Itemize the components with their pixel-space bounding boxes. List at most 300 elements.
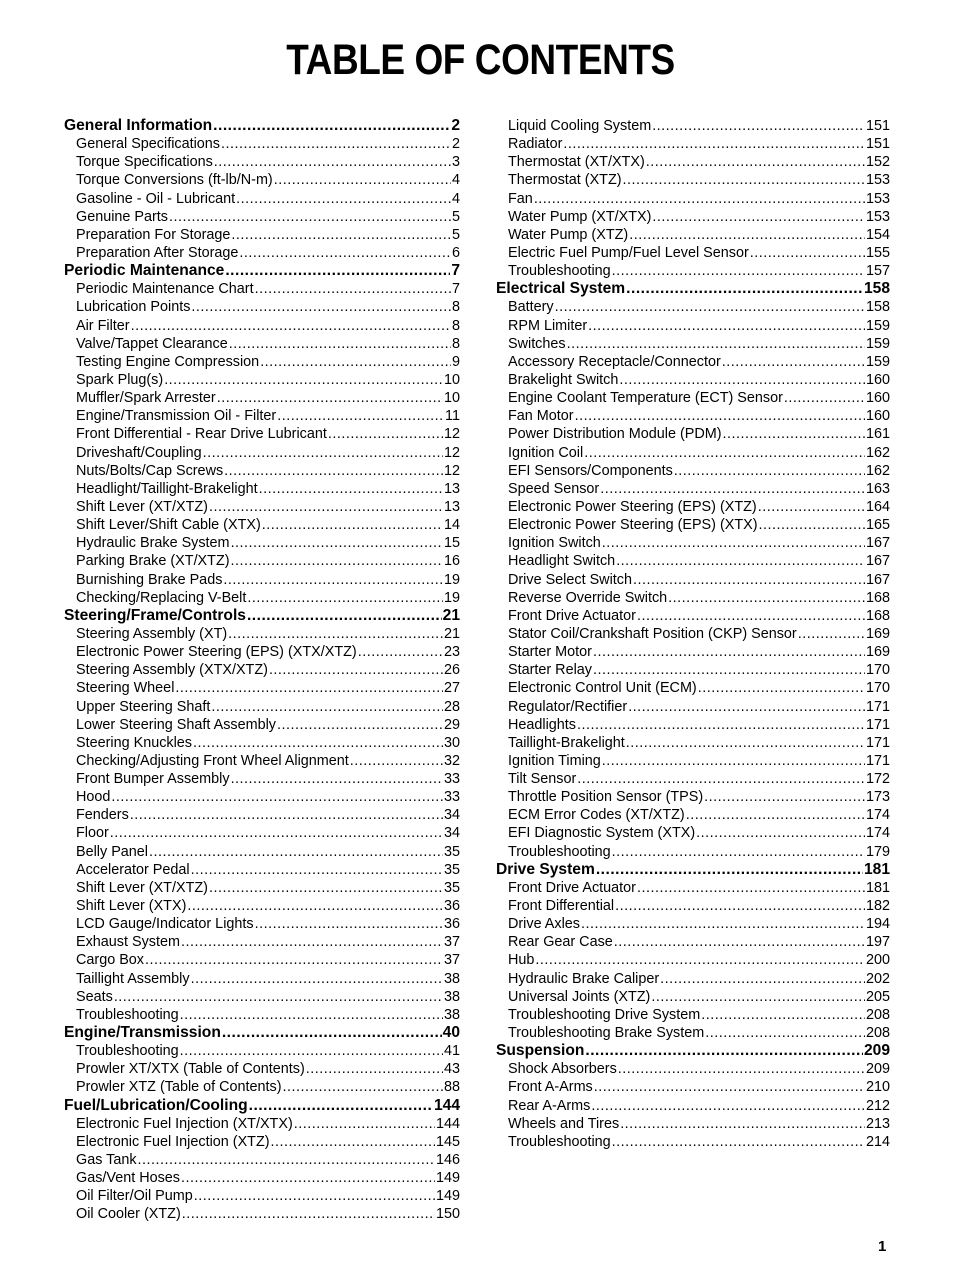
toc-entry[interactable]: [496, 516, 890, 534]
toc-entry[interactable]: [496, 153, 890, 171]
toc-entry-page: 10: [443, 371, 460, 388]
toc-entry-label: Front A-Arms: [508, 1079, 593, 1096]
dot-leader: [575, 407, 865, 425]
dot-leader: [236, 190, 451, 208]
toc-entry[interactable]: [64, 589, 460, 607]
dot-leader: [110, 824, 443, 842]
toc-entry-label: Front Bumper Assembly: [76, 771, 230, 788]
toc-entry-label: Oil Filter/Oil Pump: [76, 1188, 193, 1205]
toc-entry[interactable]: [496, 806, 890, 824]
toc-entry-page: 37: [443, 934, 460, 951]
toc-entry[interactable]: [64, 1133, 460, 1151]
toc-entry[interactable]: [496, 788, 890, 806]
toc-entry[interactable]: [64, 480, 460, 498]
toc-entry[interactable]: [64, 734, 460, 752]
toc-entry-label: ECM Error Codes (XT/XTZ): [508, 807, 685, 824]
toc-entry-page: 8: [451, 317, 460, 334]
dot-leader: [619, 371, 865, 389]
toc-entry[interactable]: [496, 552, 890, 570]
toc-entry-page: 35: [443, 843, 460, 860]
toc-entry[interactable]: [496, 951, 890, 969]
dot-leader: [247, 589, 443, 607]
toc-entry-page: 35: [443, 879, 460, 896]
toc-entry-label: Fan Motor: [508, 408, 574, 425]
dot-leader: [193, 734, 443, 752]
dot-leader: [577, 770, 865, 788]
toc-entry[interactable]: [496, 171, 890, 189]
toc-entry[interactable]: [496, 117, 890, 135]
page-title: TABLE OF CONTENTS: [286, 36, 675, 84]
toc-entry[interactable]: [64, 462, 460, 480]
toc-entry[interactable]: [496, 335, 890, 353]
toc-entry-label: Radiator: [508, 136, 563, 153]
toc-entry-label: Valve/Tappet Clearance: [76, 335, 228, 352]
page-number: 1: [878, 1238, 887, 1255]
toc-entry-page: 200: [865, 952, 890, 969]
toc-entry[interactable]: [64, 1042, 460, 1060]
toc-entry[interactable]: [64, 1115, 460, 1133]
dot-leader: [628, 698, 865, 716]
toc-entry[interactable]: [496, 226, 890, 244]
toc-entry-label: Steering Wheel: [76, 680, 175, 697]
toc-entry[interactable]: [64, 951, 460, 969]
dot-leader: [194, 1187, 435, 1205]
toc-entry[interactable]: [64, 679, 460, 697]
toc-entry-label: Fan: [508, 190, 533, 207]
toc-entry-label: Shift Lever (XT/XTZ): [76, 498, 208, 515]
toc-entry[interactable]: [496, 407, 890, 425]
dot-leader: [209, 498, 443, 516]
toc-entry[interactable]: [64, 298, 460, 316]
toc-entry-label: Electronic Fuel Injection (XTZ): [76, 1133, 270, 1150]
toc-section-entry[interactable]: [64, 262, 460, 280]
toc-entry[interactable]: [64, 824, 460, 842]
toc-entry[interactable]: [496, 371, 890, 389]
toc-entry-label: Burnishing Brake Pads: [76, 571, 223, 588]
dot-leader: [594, 1078, 865, 1096]
toc-entry[interactable]: [496, 135, 890, 153]
toc-entry-page: 6: [451, 244, 460, 261]
toc-entry[interactable]: [64, 389, 460, 407]
toc-entry[interactable]: [496, 298, 890, 316]
toc-entry-page: 161: [865, 426, 890, 443]
toc-entry[interactable]: [496, 915, 890, 933]
toc-entry[interactable]: [64, 970, 460, 988]
toc-entry[interactable]: [64, 1169, 460, 1187]
toc-entry-page: 33: [443, 789, 460, 806]
toc-entry-page: 160: [865, 408, 890, 425]
toc-entry[interactable]: [496, 1078, 890, 1096]
toc-entry[interactable]: [496, 988, 890, 1006]
toc-entry[interactable]: [64, 516, 460, 534]
toc-entry[interactable]: [64, 861, 460, 879]
toc-entry-page: 182: [865, 898, 890, 915]
toc-entry-page: 172: [865, 771, 890, 788]
dot-leader: [271, 1133, 435, 1151]
toc-entry-label: Stator Coil/Crankshaft Position (CKP) Sensor: [508, 625, 797, 642]
toc-entry[interactable]: [496, 462, 890, 480]
toc-entry[interactable]: [496, 1024, 890, 1042]
toc-entry[interactable]: [496, 1097, 890, 1115]
toc-entry[interactable]: [64, 625, 460, 643]
toc-entry-page: 171: [865, 752, 890, 769]
toc-entry-page: 150: [435, 1206, 460, 1223]
toc-entry[interactable]: [64, 407, 460, 425]
toc-entry[interactable]: [496, 933, 890, 951]
toc-entry[interactable]: [496, 498, 890, 516]
toc-section-entry[interactable]: [496, 280, 890, 298]
toc-entry-page: 159: [865, 335, 890, 352]
toc-entry-page: 30: [443, 734, 460, 751]
toc-entry[interactable]: [64, 1006, 460, 1024]
toc-entry-label: Parking Brake (XT/XTZ): [76, 553, 230, 570]
toc-entry-label: Lubrication Points: [76, 299, 191, 316]
toc-entry-label: Checking/Replacing V-Belt: [76, 589, 247, 606]
toc-entry-label: Gas Tank: [76, 1152, 137, 1169]
dot-leader: [306, 1060, 443, 1078]
toc-entry-label: Front Drive Actuator: [508, 607, 636, 624]
toc-entry[interactable]: [64, 1078, 460, 1096]
toc-entry-label: Reverse Override Switch: [508, 589, 668, 606]
toc-entry-page: 171: [865, 698, 890, 715]
dot-leader: [111, 788, 443, 806]
toc-entry[interactable]: [64, 661, 460, 679]
toc-entry[interactable]: [64, 190, 460, 208]
dot-leader: [626, 280, 863, 298]
toc-entry-page: 153: [865, 208, 890, 225]
toc-entry[interactable]: [496, 571, 890, 589]
dot-leader: [623, 171, 865, 189]
toc-entry-label: Troubleshooting: [508, 843, 611, 860]
toc-entry-label: Troubleshooting Drive System: [508, 1006, 701, 1023]
toc-entry-page: 165: [865, 517, 890, 534]
toc-entry-label: Genuine Parts: [76, 208, 168, 225]
dot-leader: [231, 226, 451, 244]
toc-entry-page: 43: [443, 1061, 460, 1078]
toc-entry[interactable]: [496, 897, 890, 915]
toc-section-entry[interactable]: [64, 1097, 460, 1115]
dot-leader: [535, 951, 865, 969]
toc-entry-page: 7: [451, 281, 460, 298]
dot-leader: [274, 171, 451, 189]
dot-leader: [221, 135, 451, 153]
toc-entry-page: 173: [865, 789, 890, 806]
toc-entry-page: 36: [443, 916, 460, 933]
toc-entry[interactable]: [64, 317, 460, 335]
dot-leader: [191, 861, 443, 879]
toc-entry-page: 38: [443, 988, 460, 1005]
toc-entry-page: 34: [443, 807, 460, 824]
toc-entry-page: 34: [443, 825, 460, 842]
toc-entry-page: 167: [865, 553, 890, 570]
dot-leader: [602, 752, 865, 770]
toc-entry-page: 213: [865, 1115, 890, 1132]
toc-entry-page: 210: [865, 1079, 890, 1096]
toc-entry[interactable]: [64, 171, 460, 189]
toc-entry-page: 38: [443, 1006, 460, 1023]
toc-entry[interactable]: [64, 843, 460, 861]
dot-leader: [668, 589, 865, 607]
toc-entry-page: 160: [865, 371, 890, 388]
toc-entry[interactable]: [64, 788, 460, 806]
toc-entry-page: 2: [451, 136, 460, 153]
toc-entry-page: 181: [863, 860, 890, 878]
toc-entry[interactable]: [64, 933, 460, 951]
toc-entry[interactable]: [496, 389, 890, 407]
toc-entry[interactable]: [496, 752, 890, 770]
toc-entry[interactable]: [496, 1060, 890, 1078]
toc-entry-page: 162: [865, 462, 890, 479]
toc-entry[interactable]: [496, 824, 890, 842]
toc-entry[interactable]: [496, 589, 890, 607]
toc-entry[interactable]: [64, 1151, 460, 1169]
toc-entry-page: 209: [865, 1061, 890, 1078]
toc-entry[interactable]: [496, 625, 890, 643]
toc-entry[interactable]: [64, 716, 460, 734]
toc-entry-label: Front Differential: [508, 898, 615, 915]
toc-entry-page: 171: [865, 734, 890, 751]
dot-leader: [182, 1205, 435, 1223]
dot-leader: [269, 661, 443, 679]
toc-entry[interactable]: [64, 552, 460, 570]
toc-entry-label: Accessory Receptacle/Connector: [508, 353, 721, 370]
dot-leader: [651, 988, 865, 1006]
toc-entry[interactable]: [64, 915, 460, 933]
toc-entry-page: 40: [442, 1024, 460, 1042]
toc-entry[interactable]: [496, 698, 890, 716]
toc-entry[interactable]: [496, 643, 890, 661]
toc-entry[interactable]: [496, 317, 890, 335]
toc-entry-page: 167: [865, 535, 890, 552]
toc-entry-label: Power Distribution Module (PDM): [508, 426, 722, 443]
toc-entry-label: Troubleshooting Brake System: [508, 1025, 705, 1042]
toc-section-entry[interactable]: [64, 117, 460, 135]
toc-entry-label: Drive Axles: [508, 916, 580, 933]
dot-leader: [247, 607, 442, 625]
dot-leader: [231, 770, 443, 788]
toc-entry-label: Shift Lever (XTX): [76, 898, 187, 915]
toc-entry[interactable]: [64, 879, 460, 897]
dot-leader: [294, 1115, 435, 1133]
toc-entry[interactable]: [64, 988, 460, 1006]
dot-leader: [555, 298, 865, 316]
dot-leader: [169, 208, 451, 226]
toc-entry[interactable]: [64, 208, 460, 226]
toc-section-entry[interactable]: [64, 607, 460, 625]
toc-entry[interactable]: [64, 752, 460, 770]
toc-entry-label: Switches: [508, 335, 566, 352]
toc-entry-label: General Information: [64, 117, 213, 134]
toc-entry[interactable]: [496, 244, 890, 262]
toc-entry-label: Hood: [76, 789, 111, 806]
dot-leader: [612, 262, 865, 280]
toc-entry-label: Fenders: [76, 807, 129, 824]
toc-entry[interactable]: [496, 262, 890, 280]
toc-entry-label: Regulator/Rectifier: [508, 698, 628, 715]
toc-entry-page: 32: [443, 752, 460, 769]
toc-entry-page: 154: [865, 226, 890, 243]
toc-entry[interactable]: [496, 208, 890, 226]
toc-section-entry[interactable]: [496, 861, 890, 879]
toc-entry-label: Steering Assembly (XT): [76, 625, 228, 642]
toc-entry-page: 159: [865, 353, 890, 370]
toc-entry[interactable]: [64, 425, 460, 443]
toc-entry[interactable]: [64, 897, 460, 915]
toc-entry-page: 146: [435, 1152, 460, 1169]
toc-entry[interactable]: [64, 1205, 460, 1223]
toc-entry-page: 144: [435, 1115, 460, 1132]
toc-entry-page: 27: [443, 680, 460, 697]
toc-entry-label: Gas/Vent Hoses: [76, 1170, 180, 1187]
toc-entry-label: Electronic Power Steering (EPS) (XTX): [508, 517, 758, 534]
toc-entry[interactable]: [496, 1133, 890, 1151]
toc-entry-label: Throttle Position Sensor (TPS): [508, 789, 704, 806]
toc-entry[interactable]: [64, 571, 460, 589]
toc-entry-page: 4: [451, 190, 460, 207]
toc-entry[interactable]: [496, 879, 890, 897]
dot-leader: [277, 716, 443, 734]
toc-entry-page: 41: [443, 1043, 460, 1060]
toc-entry-page: 181: [865, 879, 890, 896]
toc-entry-page: 164: [865, 498, 890, 515]
dot-leader: [255, 280, 451, 298]
toc-entry[interactable]: [64, 444, 460, 462]
toc-section-entry[interactable]: [64, 1024, 460, 1042]
dot-leader: [615, 897, 865, 915]
toc-entry-page: 15: [443, 535, 460, 552]
toc-entry[interactable]: [64, 806, 460, 824]
toc-entry-page: 16: [443, 553, 460, 570]
dot-leader: [620, 1115, 865, 1133]
toc-entry-label: Drive Select Switch: [508, 571, 632, 588]
toc-entry-page: 158: [865, 299, 890, 316]
dot-leader: [260, 353, 451, 371]
dot-leader: [674, 462, 865, 480]
toc-entry-page: 26: [443, 662, 460, 679]
toc-entry[interactable]: [496, 534, 890, 552]
toc-entry-page: 12: [443, 462, 460, 479]
toc-entry[interactable]: [496, 190, 890, 208]
toc-entry-label: LCD Gauge/Indicator Lights: [76, 916, 254, 933]
toc-entry[interactable]: [496, 843, 890, 861]
toc-entry[interactable]: [496, 716, 890, 734]
dot-leader: [203, 444, 443, 462]
toc-entry[interactable]: [64, 153, 460, 171]
toc-entry-label: Electrical System: [496, 280, 626, 298]
toc-entry-page: 202: [865, 970, 890, 987]
toc-entry[interactable]: [496, 734, 890, 752]
dot-leader: [130, 806, 443, 824]
toc-entry-page: 21: [442, 606, 460, 624]
toc-entry[interactable]: [64, 226, 460, 244]
toc-entry-label: EFI Sensors/Components: [508, 462, 673, 479]
toc-entry-label: EFI Diagnostic System (XTX): [508, 825, 696, 842]
dot-leader: [567, 335, 865, 353]
toc-entry-page: 145: [435, 1133, 460, 1150]
toc-entry-label: Engine/Transmission: [64, 1024, 221, 1042]
toc-entry[interactable]: [64, 534, 460, 552]
toc-entry-page: 5: [451, 226, 460, 243]
toc-entry[interactable]: [64, 698, 460, 716]
toc-entry[interactable]: [64, 244, 460, 262]
toc-entry-page: 160: [865, 390, 890, 407]
dot-leader: [686, 806, 865, 824]
dot-leader: [646, 153, 865, 171]
toc-entry[interactable]: [64, 371, 460, 389]
toc-entry-page: 88: [443, 1079, 460, 1096]
toc-section-entry[interactable]: [496, 1042, 890, 1060]
dot-leader: [255, 915, 443, 933]
toc-entry[interactable]: [496, 353, 890, 371]
toc-entry-label: Exhaust System: [76, 934, 180, 951]
toc-entry-page: 169: [865, 625, 890, 642]
toc-entry[interactable]: [64, 353, 460, 371]
toc-entry-page: 36: [443, 898, 460, 915]
toc-entry[interactable]: [496, 480, 890, 498]
toc-entry-page: 179: [865, 843, 890, 860]
toc-entry-label: Thermostat (XTZ): [508, 172, 622, 189]
toc-entry-page: 151: [865, 118, 890, 134]
toc-entry-label: Troubleshooting: [508, 263, 611, 280]
toc-entry-label: Periodic Maintenance Chart: [76, 281, 254, 298]
toc-entry-label: Suspension: [496, 1042, 585, 1060]
dot-leader: [616, 552, 865, 570]
toc-entry-label: Rear A-Arms: [508, 1097, 591, 1114]
toc-entry[interactable]: [496, 607, 890, 625]
toc-entry[interactable]: [496, 1115, 890, 1133]
toc-entry[interactable]: [496, 970, 890, 988]
toc-entry-page: 162: [865, 444, 890, 461]
toc-entry-page: 28: [443, 698, 460, 715]
toc-entry[interactable]: [64, 280, 460, 298]
toc-entry-page: 174: [865, 807, 890, 824]
dot-leader: [225, 262, 450, 280]
toc-entry[interactable]: [496, 425, 890, 443]
toc-entry[interactable]: [64, 135, 460, 153]
toc-entry-label: Universal Joints (XTZ): [508, 988, 651, 1005]
toc-entry[interactable]: [496, 444, 890, 462]
toc-entry[interactable]: [64, 770, 460, 788]
toc-entry[interactable]: [64, 1060, 460, 1078]
dot-leader: [229, 335, 451, 353]
dot-leader: [660, 970, 865, 988]
toc-entry-page: 170: [865, 662, 890, 679]
toc-entry-label: Water Pump (XT/XTX): [508, 208, 652, 225]
toc-entry-label: General Specifications: [76, 136, 220, 153]
toc-entry[interactable]: [496, 661, 890, 679]
dot-leader: [231, 552, 443, 570]
dot-leader: [180, 1042, 443, 1060]
toc-entry[interactable]: [496, 1006, 890, 1024]
dot-leader: [231, 534, 443, 552]
toc-entry-page: 194: [865, 916, 890, 933]
toc-entry[interactable]: [496, 770, 890, 788]
toc-entry-label: RPM Limiter: [508, 317, 588, 334]
toc-entry-label: Shift Lever/Shift Cable (XTX): [76, 517, 261, 534]
toc-entry[interactable]: [64, 335, 460, 353]
dot-leader: [214, 153, 451, 171]
toc-entry[interactable]: [64, 498, 460, 516]
toc-entry[interactable]: [496, 679, 890, 697]
dot-leader: [181, 1169, 435, 1187]
toc-entry-page: 14: [443, 517, 460, 534]
dot-leader: [602, 534, 865, 552]
toc-entry-page: 169: [865, 644, 890, 661]
toc-entry-label: Engine/Transmission Oil - Filter: [76, 408, 277, 425]
toc-entry[interactable]: [64, 1187, 460, 1205]
toc-entry-label: Electric Fuel Pump/Fuel Level Sensor: [508, 244, 749, 261]
toc-entry[interactable]: [64, 643, 460, 661]
